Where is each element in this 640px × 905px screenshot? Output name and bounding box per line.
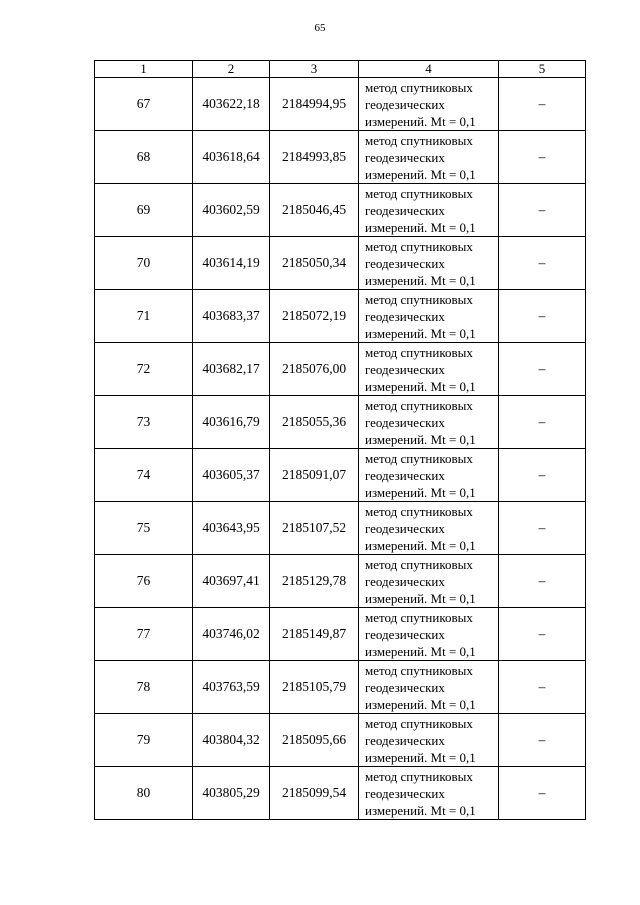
note-cell: – [499, 661, 586, 714]
method-line: геодезических [365, 202, 445, 218]
x-coordinate-cell: 403605,37 [193, 449, 270, 502]
y-coordinate-cell: 2185091,07 [270, 449, 359, 502]
x-coordinate-cell: 403616,79 [193, 396, 270, 449]
method-line: измерений. Mt = 0,1 [365, 643, 476, 659]
y-coordinate-cell: 2184994,95 [270, 78, 359, 131]
method-cell [359, 78, 499, 131]
method-cell [359, 131, 499, 184]
table-row [95, 184, 586, 237]
method-line: измерений. Mt = 0,1 [365, 537, 476, 553]
y-coordinate-cell: 2185072,19 [270, 290, 359, 343]
method-line: измерений. Mt = 0,1 [365, 484, 476, 500]
point-number-cell: 77 [95, 608, 193, 661]
x-coordinate-cell: 403697,41 [193, 555, 270, 608]
table-row [95, 131, 586, 184]
x-coordinate-cell: 403805,29 [193, 767, 270, 820]
method-line: метод спутниковых [365, 715, 473, 731]
y-coordinate-cell: 2185129,78 [270, 555, 359, 608]
point-number-cell: 79 [95, 714, 193, 767]
method-line: измерений. Mt = 0,1 [365, 590, 476, 606]
x-coordinate-cell: 403614,19 [193, 237, 270, 290]
table-row [95, 714, 586, 767]
method-line: геодезических [365, 573, 445, 589]
method-line: метод спутниковых [365, 556, 473, 572]
method-line: измерений. Mt = 0,1 [365, 749, 476, 765]
table-row [95, 555, 586, 608]
method-line: измерений. Mt = 0,1 [365, 325, 476, 341]
header-col-5: 5 [499, 61, 586, 78]
method-line: геодезических [365, 679, 445, 695]
method-line: измерений. Mt = 0,1 [365, 696, 476, 712]
note-cell: – [499, 237, 586, 290]
table-row [95, 767, 586, 820]
table-row [95, 237, 586, 290]
method-line: измерений. Mt = 0,1 [365, 431, 476, 447]
note-cell: – [499, 449, 586, 502]
point-number-cell: 68 [95, 131, 193, 184]
method-line: измерений. Mt = 0,1 [365, 166, 476, 182]
method-line: метод спутниковых [365, 503, 473, 519]
y-coordinate-cell: 2185046,45 [270, 184, 359, 237]
header-col-4: 4 [359, 61, 499, 78]
method-line: геодезических [365, 467, 445, 483]
table-row [95, 502, 586, 555]
method-line: геодезических [365, 255, 445, 271]
x-coordinate-cell: 403746,02 [193, 608, 270, 661]
x-coordinate-cell: 403683,37 [193, 290, 270, 343]
y-coordinate-cell: 2185095,66 [270, 714, 359, 767]
point-number-cell: 74 [95, 449, 193, 502]
note-cell: – [499, 290, 586, 343]
method-line: геодезических [365, 414, 445, 430]
method-line: геодезических [365, 626, 445, 642]
table-row [95, 290, 586, 343]
method-line: метод спутниковых [365, 238, 473, 254]
point-number-cell: 70 [95, 237, 193, 290]
method-line: метод спутниковых [365, 397, 473, 413]
point-number-cell: 73 [95, 396, 193, 449]
method-line: измерений. Mt = 0,1 [365, 113, 476, 129]
x-coordinate-cell: 403643,95 [193, 502, 270, 555]
header-row [95, 61, 586, 78]
method-cell [359, 767, 499, 820]
method-line: геодезических [365, 96, 445, 112]
header-col-1: 1 [95, 61, 193, 78]
note-cell: – [499, 131, 586, 184]
method-cell [359, 237, 499, 290]
method-line: измерений. Mt = 0,1 [365, 378, 476, 394]
method-line: измерений. Mt = 0,1 [365, 219, 476, 235]
table-row [95, 396, 586, 449]
note-cell: – [499, 78, 586, 131]
x-coordinate-cell: 403804,32 [193, 714, 270, 767]
method-cell [359, 608, 499, 661]
x-coordinate-cell: 403622,18 [193, 78, 270, 131]
x-coordinate-cell: 403618,64 [193, 131, 270, 184]
method-cell [359, 714, 499, 767]
note-cell: – [499, 396, 586, 449]
note-cell: – [499, 184, 586, 237]
header-col-2: 2 [193, 61, 270, 78]
method-line: геодезических [365, 785, 445, 801]
y-coordinate-cell: 2185076,00 [270, 343, 359, 396]
point-number-cell: 78 [95, 661, 193, 714]
method-line: метод спутниковых [365, 768, 473, 784]
method-cell [359, 661, 499, 714]
method-line: метод спутниковых [365, 132, 473, 148]
table-header [95, 61, 586, 78]
header-col-3: 3 [270, 61, 359, 78]
point-number-cell: 67 [95, 78, 193, 131]
method-line: метод спутниковых [365, 609, 473, 625]
point-number-cell: 75 [95, 502, 193, 555]
table-row [95, 449, 586, 502]
method-line: геодезических [365, 520, 445, 536]
point-number-cell: 76 [95, 555, 193, 608]
note-cell: – [499, 608, 586, 661]
method-line: метод спутниковых [365, 662, 473, 678]
method-cell [359, 502, 499, 555]
method-line: геодезических [365, 149, 445, 165]
x-coordinate-cell: 403682,17 [193, 343, 270, 396]
method-cell [359, 555, 499, 608]
method-line: измерений. Mt = 0,1 [365, 272, 476, 288]
note-cell: – [499, 767, 586, 820]
x-coordinate-cell: 403602,59 [193, 184, 270, 237]
point-number-cell: 71 [95, 290, 193, 343]
method-line: геодезических [365, 732, 445, 748]
method-cell [359, 343, 499, 396]
y-coordinate-cell: 2185105,79 [270, 661, 359, 714]
note-cell: – [499, 502, 586, 555]
method-line: метод спутниковых [365, 291, 473, 307]
x-coordinate-cell: 403763,59 [193, 661, 270, 714]
method-line: геодезических [365, 308, 445, 324]
note-cell: – [499, 555, 586, 608]
table-row [95, 78, 586, 131]
method-line: метод спутниковых [365, 185, 473, 201]
method-line: метод спутниковых [365, 344, 473, 360]
y-coordinate-cell: 2185050,34 [270, 237, 359, 290]
point-number-cell: 72 [95, 343, 193, 396]
point-number-cell: 69 [95, 184, 193, 237]
method-cell [359, 396, 499, 449]
method-line: метод спутниковых [365, 450, 473, 466]
method-cell [359, 449, 499, 502]
note-cell: – [499, 343, 586, 396]
note-cell: – [499, 714, 586, 767]
method-cell [359, 290, 499, 343]
table-row [95, 608, 586, 661]
table-row [95, 661, 586, 714]
table-row [95, 343, 586, 396]
method-line: метод спутниковых [365, 79, 473, 95]
method-cell [359, 184, 499, 237]
point-number-cell: 80 [95, 767, 193, 820]
coordinates-table [94, 60, 586, 820]
page-number: 65 [314, 22, 326, 34]
y-coordinate-cell: 2185107,52 [270, 502, 359, 555]
y-coordinate-cell: 2185149,87 [270, 608, 359, 661]
y-coordinate-cell: 2185055,36 [270, 396, 359, 449]
method-line: измерений. Mt = 0,1 [365, 802, 476, 818]
method-line: геодезических [365, 361, 445, 377]
y-coordinate-cell: 2185099,54 [270, 767, 359, 820]
y-coordinate-cell: 2184993,85 [270, 131, 359, 184]
table-body [95, 78, 586, 820]
